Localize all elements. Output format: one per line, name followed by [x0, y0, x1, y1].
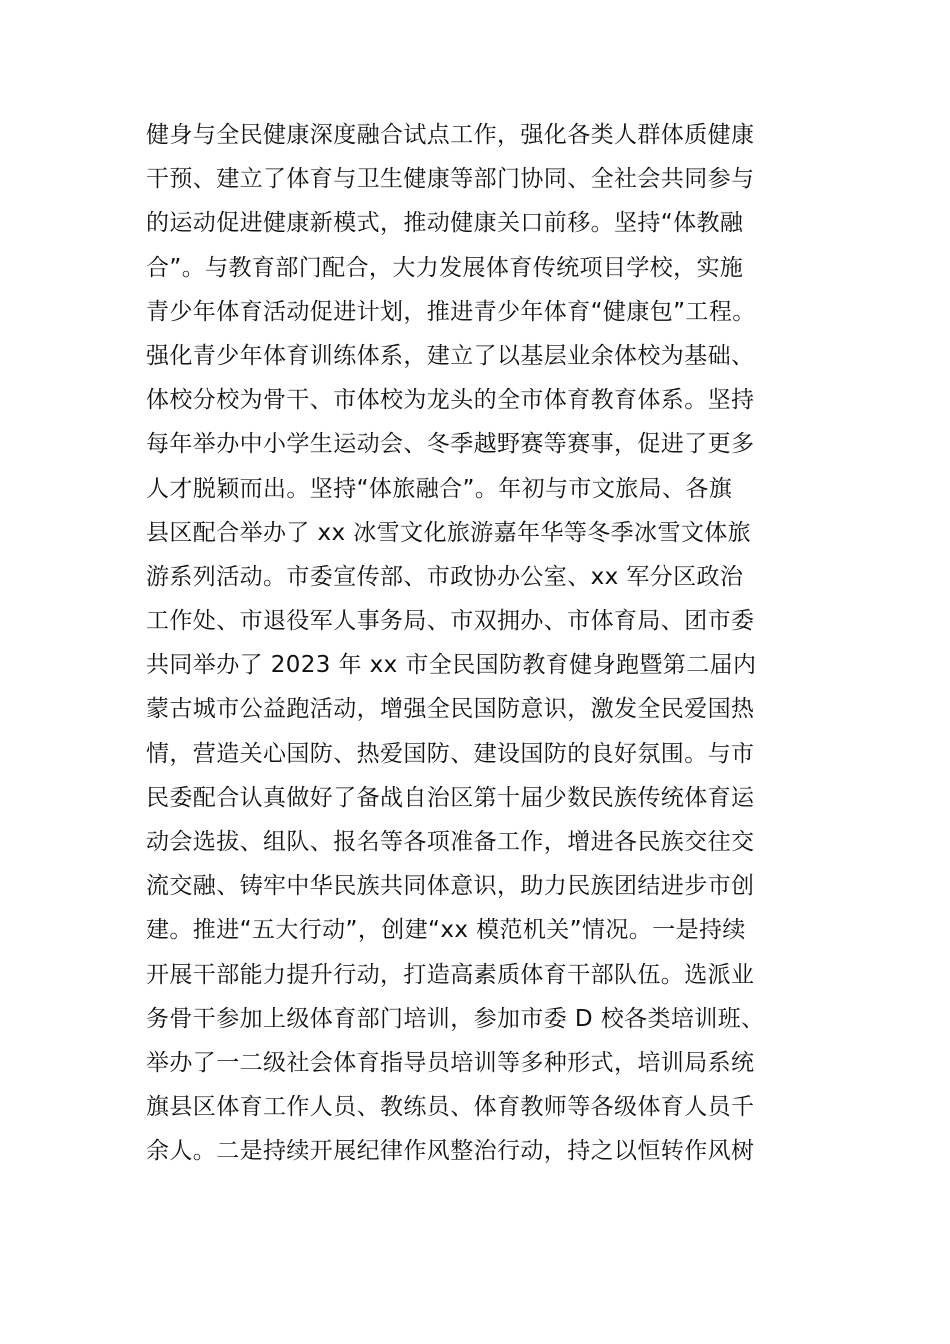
text-line: 强化青少年体育训练体系，建立了以基层业余体校为基础、 [146, 342, 755, 369]
text-line: 的运动促进健康新模式，推动健康关口前移。坚持“体教融 [146, 210, 744, 237]
text-line: 干预、建立了体育与卫生健康等部门协同、全社会共同参与 [146, 166, 755, 193]
text-line: 蒙古城市公益跑活动，增强全民国防意识，激发全民爱国热 [146, 696, 755, 723]
text-line: 务骨干参加上级体育部门培训，参加市委 D 校各类培训班、 [146, 1005, 765, 1032]
text-line: 健身与全民健康深度融合试点工作，强化各类人群体质健康 [146, 122, 755, 148]
text-line: 旗县区体育工作人员、教练员、体育教师等各级体育人员千 [146, 1094, 755, 1121]
text-line: 开展干部能力提升行动，打造高素质体育干部队伍。选派业 [146, 961, 755, 988]
text-line: 民委配合认真做好了备战自治区第十届少数民族传统体育运 [146, 784, 755, 811]
text-line: 情，营造关心国防、热爱国防、建设国防的良好氛围。与市 [146, 740, 755, 767]
text-line: 余人。二是持续开展纪律作风整治行动，持之以恒转作风树 [146, 1138, 755, 1165]
text-line: 流交融、铸牢中华民族共同体意识，助力民族团结进步市创 [146, 873, 755, 900]
text-line: 县区配合举办了 xx 冰雪文化旅游嘉年华等冬季冰雪文体旅 [146, 519, 752, 546]
text-line: 游系列活动。市委宣传部、市政协办公室、xx 军分区政治 [146, 563, 744, 590]
text-line: 工作处、市退役军人事务局、市双拥办、市体育局、团市委 [146, 608, 755, 635]
text-line: 合”。与教育部门配合，大力发展体育传统项目学校，实施 [146, 254, 744, 281]
text-line: 体校分校为骨干、市体校为龙头的全市体育教育体系。坚持 [146, 387, 755, 414]
text-line: 共同举办了 2023 年 xx 市全民国防教育健身跑暨第二届内 [146, 652, 757, 679]
text-line: 青少年体育活动促进计划，推进青少年体育“健康包”工程。 [146, 298, 756, 325]
text-line: 每年举办中小学生运动会、冬季越野赛等赛事，促进了更多 [146, 431, 755, 458]
body-text [146, 113, 846, 1174]
text-line: 动会选拔、组队、报名等各项准备工作，增进各民族交往交 [146, 829, 755, 855]
text-line: 举办了一二级社会体育指导员培训等多种形式，培训局系统 [146, 1049, 755, 1076]
text-line: 建。推进“五大行动”，创建“xx 模范机关”情况。一是持续 [146, 917, 746, 944]
text-line: 人才脱颖而出。坚持“体旅融合”。年初与市文旅局、各旗 [146, 475, 733, 502]
